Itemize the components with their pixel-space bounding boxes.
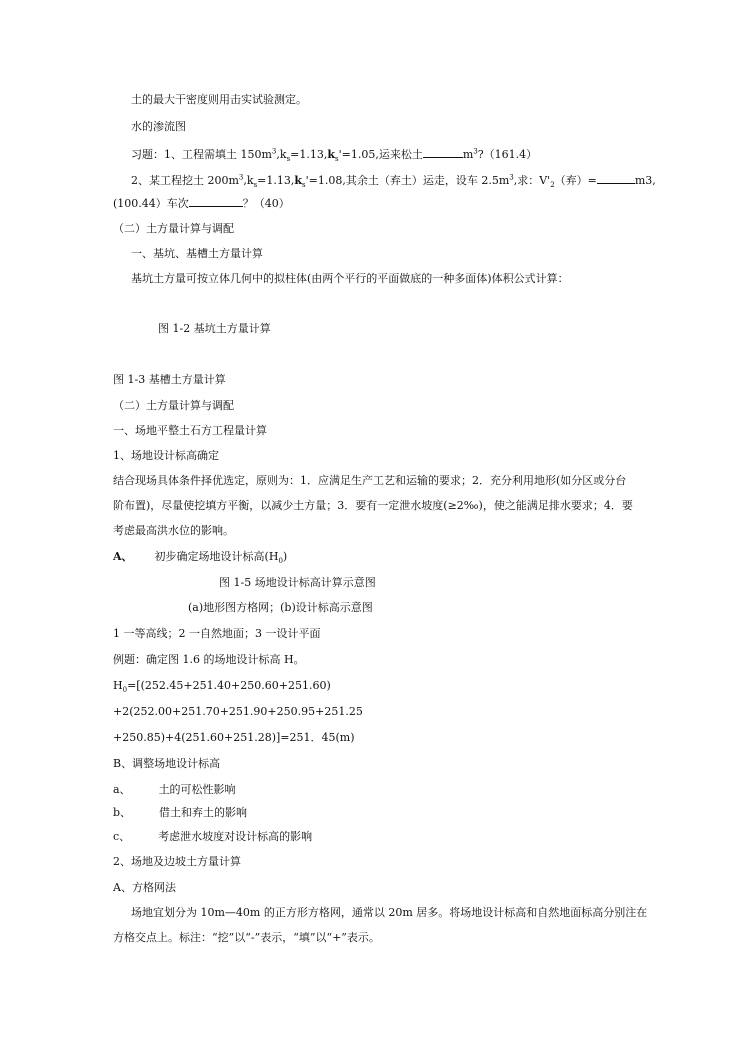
list-marker: c、: [113, 830, 131, 843]
list-text: 土的可松性影响: [158, 783, 236, 796]
formula-line: +2(252.00+251.70+251.90+250.95+251.25: [113, 705, 363, 718]
list-text: 借土和弃土的影响: [159, 806, 248, 819]
paragraph-line: 考虑最高洪水位的影响。: [113, 524, 234, 537]
figure-caption: (a)地形图方格网；(b)设计标高示意图: [188, 601, 373, 614]
subsection-heading: 2、场地及边坡土方量计算: [113, 855, 241, 868]
exercise-2-text-c: ,k: [243, 174, 254, 187]
subsection-heading: 1、场地设计标高确定: [113, 449, 219, 462]
section-heading: （二）土方量计算与调配: [113, 222, 234, 235]
subscript: s: [335, 155, 339, 164]
paragraph-line: 结合现场具体条件择优选定，原则为：1．应满足生产工艺和运输的要求；2．充分利用地形(如分区或分台: [113, 474, 627, 487]
exercise-2-cont-text-b: ？（40）: [242, 197, 290, 210]
legend-line: 1 一等高线；2 一自然地面；3 一设计平面: [113, 627, 321, 640]
list-item: [113, 830, 312, 844]
subscript: 2: [550, 181, 555, 190]
answer-blank: [189, 195, 243, 207]
exercise-2-continued: [113, 195, 290, 211]
subsection-heading: A、方格网法: [113, 881, 176, 894]
subsection-heading: 一、场地平整土石方工程量计算: [113, 424, 267, 437]
text-line-1: 土的最大干密度则用击实试验测定。: [131, 93, 307, 106]
subsection-heading: 一、基坑、基槽土方量计算: [131, 247, 263, 260]
formula-h: H: [113, 679, 123, 692]
exercise-2-text-h: '=1.08,其余土（弃土）运走，设车 2.5m: [305, 174, 510, 187]
exercise-2-text-j: ,求：V': [513, 174, 551, 187]
paragraph-line: 方格交点上。标注：“挖”以“-”表示，“填”以“+”表示。: [113, 931, 380, 944]
subscript: s: [302, 181, 306, 190]
subscript: s: [253, 181, 258, 190]
exercise-1-text-k: ?（161.4）: [477, 148, 538, 161]
figure-caption: 图 1-5 场地设计标高计算示意图: [219, 576, 376, 589]
item-text-end: ): [282, 550, 288, 563]
exercise-1-text-e: =1.13,: [290, 148, 328, 161]
paragraph-line: 场地宜划分为 10m—40m 的正方形方格网，通常以 20m 居多。将场地设计标高和自然地面标高分别注在: [131, 906, 648, 919]
answer-blank: [423, 146, 463, 158]
exercise-1-text-c: ,k: [276, 148, 287, 161]
paragraph: 基坑土方量可按立体几何中的拟柱体(由两个平行的平面做底的一种多面体)体积公式计算：: [131, 272, 569, 285]
formula-line: +250.85)+4(251.60+251.28)]=251．45(m): [113, 731, 355, 744]
exercise-2-text-e: =1.13,: [257, 174, 295, 187]
paragraph-line: 阶布置)，尽量使挖填方平衡，以减少土方量；3．要有一定泄水坡度(≥2‰)，使之能满足排水要求；4．要: [113, 499, 633, 512]
subsection-heading: B、调整场地设计标高: [113, 757, 221, 770]
list-item: [113, 806, 247, 820]
formula-text: =[(252.45+251.40+250.60+251.60): [127, 679, 331, 692]
text-line-2: 水的渗流图: [131, 120, 186, 133]
superscript: 3: [271, 147, 277, 156]
subscript: 0: [278, 557, 283, 566]
list-marker: b、: [113, 806, 132, 819]
superscript: 3: [473, 147, 478, 156]
superscript: 3: [238, 173, 244, 182]
list-text: 考虑泄水坡度对设计标高的影响: [158, 830, 313, 843]
section-heading: （二）土方量计算与调配: [113, 399, 234, 412]
exercise-2: [131, 172, 656, 188]
answer-blank: [597, 172, 635, 184]
exercise-1-k: k: [327, 148, 335, 161]
exercise-2-text-a: 2、某工程挖土 200m: [131, 174, 239, 187]
exercise-2-text-l: （弃）=: [554, 174, 597, 187]
item-a: [113, 550, 287, 564]
item-text: 初步确定场地设计标高(H: [154, 550, 279, 563]
figure-caption: 图 1-2 基坑土方量计算: [158, 322, 271, 335]
exercise-1-text-h: '=1.05,运来松土: [338, 148, 423, 161]
subscript: 0: [122, 686, 128, 695]
exercise-2-text-m: m3,: [634, 174, 656, 187]
subscript: s: [286, 155, 291, 164]
formula-line: [113, 679, 331, 693]
list-item: [113, 783, 236, 797]
list-marker: a、: [113, 783, 131, 796]
figure-caption: 图 1-3 基槽土方量计算: [113, 373, 226, 386]
example-line: 例题：确定图 1.6 的场地设计标高 H。: [113, 653, 305, 666]
exercise-1-text-i: m: [462, 148, 474, 161]
exercise-1: [131, 146, 537, 162]
exercise-1-text-a: 习题：1、工程需填土 150m: [131, 148, 272, 161]
item-marker: A、: [113, 550, 133, 563]
exercise-2-cont-text-a: (100.44）车次: [113, 197, 189, 210]
superscript: 3: [509, 173, 514, 182]
exercise-2-k: k: [294, 174, 302, 187]
